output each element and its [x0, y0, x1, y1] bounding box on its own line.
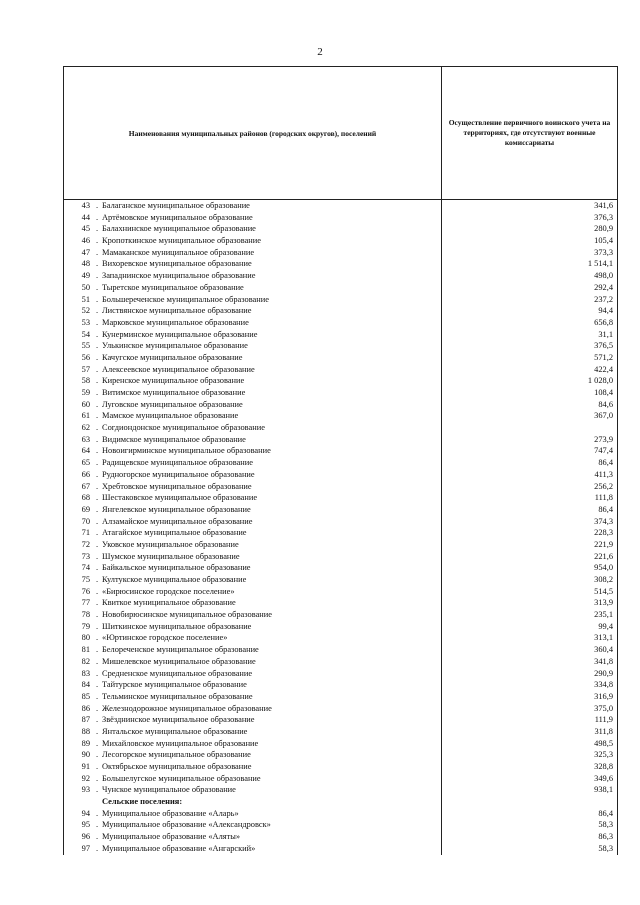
- row-value: 228,3: [594, 528, 613, 538]
- row-name: Улькинское муниципальное образование: [102, 340, 442, 352]
- row-number-dot: .: [95, 352, 99, 362]
- row-number: 55: [81, 341, 90, 351]
- row-value: 235,1: [594, 610, 613, 620]
- row-number: 52: [81, 306, 90, 316]
- row-name: Новобирюсинское муниципальное образование: [102, 609, 442, 621]
- row-value: 99,4: [598, 621, 613, 631]
- row-number-dot: .: [95, 247, 99, 257]
- table-row: [64, 329, 617, 341]
- row-name: Западнинское муниципальное образование: [102, 270, 442, 282]
- row-name: Рудногорское муниципальное образование: [102, 469, 442, 481]
- row-number: 61: [81, 411, 90, 421]
- row-number: 51: [81, 294, 90, 304]
- row-number: 57: [81, 364, 90, 374]
- table-row: [64, 843, 617, 855]
- table-row: [64, 808, 617, 820]
- row-number: 56: [81, 352, 90, 362]
- row-number-dot: .: [95, 259, 99, 269]
- row-number: 46: [81, 236, 90, 246]
- row-value: 498,5: [594, 738, 613, 748]
- row-value: 221,6: [594, 551, 613, 561]
- row-number-dot: .: [95, 516, 99, 526]
- table-row: [64, 597, 617, 609]
- row-number: 62: [81, 423, 90, 433]
- table-row: [64, 632, 617, 644]
- row-name: Янгелевское муниципальное образование: [102, 504, 442, 516]
- row-number-dot: .: [95, 773, 99, 783]
- row-number: 86: [81, 703, 90, 713]
- table-row: [64, 679, 617, 691]
- row-number: 96: [81, 832, 90, 842]
- row-name: Балахнинское муниципальное образование: [102, 223, 442, 235]
- row-value: 280,9: [594, 224, 613, 234]
- table-row: [64, 761, 617, 773]
- table-row: [64, 399, 617, 411]
- row-number-dot: .: [95, 703, 99, 713]
- row-number-dot: .: [95, 434, 99, 444]
- row-number-dot: .: [95, 224, 99, 234]
- row-value: 938,1: [594, 785, 613, 795]
- row-name: Муниципальное образование «Аларь»: [102, 808, 442, 820]
- row-name: Артёмовское муниципальное образование: [102, 212, 442, 224]
- column-header-name: Наименования муниципальных районов (городских округов), поселений: [64, 67, 442, 199]
- table-row: [64, 527, 617, 539]
- row-number-dot: .: [95, 785, 99, 795]
- row-value: 374,3: [594, 516, 613, 526]
- table-body: [64, 200, 617, 855]
- row-number: 65: [81, 458, 90, 468]
- row-number: 77: [81, 598, 90, 608]
- row-number: 54: [81, 329, 90, 339]
- row-name: Белореченское муниципальное образование: [102, 644, 442, 656]
- table-row: [64, 317, 617, 329]
- row-value: 308,2: [594, 575, 613, 584]
- row-value: 86,4: [598, 808, 613, 818]
- row-number: 45: [81, 224, 90, 234]
- row-name: Шестаковское муниципальное образование: [102, 492, 442, 504]
- table-row: [64, 235, 617, 247]
- row-name: Муниципальное образование «Аляты»: [102, 831, 442, 843]
- row-number: 43: [81, 201, 90, 210]
- row-name: Тельминское муниципальное образование: [102, 691, 442, 703]
- row-number-dot: .: [95, 212, 99, 222]
- row-name: Большелугское муниципальное образование: [102, 773, 442, 785]
- row-number: 71: [81, 528, 90, 538]
- row-value: 360,4: [594, 645, 613, 655]
- row-number: 74: [81, 563, 90, 573]
- row-number: 53: [81, 317, 90, 327]
- row-number-dot: .: [95, 563, 99, 573]
- row-number: 87: [81, 715, 90, 725]
- row-name: Кунерминское муниципальное образование: [102, 329, 442, 341]
- row-number-dot: .: [95, 575, 99, 584]
- row-number: 88: [81, 726, 90, 736]
- row-name: Муниципальное образование «Александровск»: [102, 819, 442, 831]
- row-value: 237,2: [594, 294, 613, 304]
- row-value: 108,4: [594, 388, 613, 397]
- row-value: 313,9: [594, 598, 613, 608]
- row-number-dot: .: [95, 364, 99, 374]
- row-number: 75: [81, 575, 90, 584]
- row-number-dot: .: [95, 504, 99, 514]
- table-row: [64, 200, 617, 212]
- page-number: 2: [317, 46, 323, 58]
- row-value: 273,9: [594, 434, 613, 444]
- row-value: 111,9: [594, 715, 613, 725]
- row-value: 105,4: [594, 236, 613, 246]
- row-value: 422,4: [594, 364, 613, 374]
- row-value: 325,3: [594, 750, 613, 760]
- table-row: [64, 282, 617, 294]
- row-number-dot: .: [95, 551, 99, 561]
- row-number-dot: .: [95, 423, 99, 433]
- row-name: Квиткое муниципальное образование: [102, 597, 442, 609]
- table-row: [64, 258, 617, 270]
- row-number-dot: .: [95, 388, 99, 397]
- row-number: 59: [81, 388, 90, 397]
- row-number: 49: [81, 271, 90, 281]
- row-value: 86,3: [598, 832, 613, 842]
- table-row: [64, 551, 617, 563]
- row-number-dot: .: [95, 411, 99, 421]
- row-name: Звёзднинское муниципальное образование: [102, 714, 442, 726]
- row-value: 316,9: [594, 691, 613, 701]
- table-row: [64, 539, 617, 551]
- row-name: Радищевское муниципальное образование: [102, 457, 442, 469]
- row-number: 47: [81, 247, 90, 257]
- row-name: Октябрьское муниципальное образование: [102, 761, 442, 773]
- row-value: 313,1: [594, 633, 613, 643]
- row-value: 571,2: [594, 352, 613, 362]
- table-row: [64, 621, 617, 633]
- row-number-dot: .: [95, 376, 99, 386]
- row-value: 111,8: [594, 493, 613, 503]
- row-number: 66: [81, 469, 90, 479]
- table-row: [64, 562, 617, 574]
- row-name: Атагайское муниципальное образование: [102, 527, 442, 539]
- allocation-table: [63, 66, 618, 855]
- row-name: Витимское муниципальное образование: [102, 387, 442, 399]
- row-number-dot: .: [95, 820, 99, 830]
- row-name: Луговское муниципальное образование: [102, 399, 442, 411]
- row-value: 31,1: [598, 329, 613, 339]
- row-value: 349,6: [594, 773, 613, 783]
- row-number: 81: [81, 645, 90, 655]
- column-header-value: Осуществление первичного воинского учета на территориях, где отсутствуют военные комиссариаты: [448, 118, 611, 147]
- row-number-dot: .: [95, 458, 99, 468]
- row-number-dot: .: [95, 656, 99, 666]
- row-name: Чунское муниципальное образование: [102, 784, 442, 796]
- row-name: Алексеевское муниципальное образование: [102, 364, 442, 376]
- row-number-dot: .: [95, 306, 99, 316]
- row-name: Мишелевское муниципальное образование: [102, 656, 442, 668]
- row-number: 44: [81, 212, 90, 222]
- row-number-dot: .: [95, 201, 99, 210]
- row-value: 86,4: [598, 504, 613, 514]
- row-value: 367,0: [594, 411, 613, 421]
- row-value: 373,3: [594, 247, 613, 257]
- row-name: Шумское муниципальное образование: [102, 551, 442, 563]
- row-name: Михайловское муниципальное образование: [102, 738, 442, 750]
- row-value: 341,6: [594, 201, 613, 210]
- row-name: Вихоревское муниципальное образование: [102, 258, 442, 270]
- table-row: [64, 387, 617, 399]
- row-number: 58: [81, 376, 90, 386]
- row-name: Мамское муниципальное образование: [102, 410, 442, 422]
- row-number: 85: [81, 691, 90, 701]
- table-row: [64, 749, 617, 761]
- row-number: 94: [81, 808, 90, 818]
- row-value: 94,4: [598, 306, 613, 316]
- row-name: Видимское муниципальное образование: [102, 434, 442, 446]
- table-row: [64, 340, 617, 352]
- row-number: 63: [81, 434, 90, 444]
- row-name: Тайтурское муниципальное образование: [102, 679, 442, 691]
- table-row: [64, 586, 617, 598]
- row-value: 498,0: [594, 271, 613, 281]
- row-name: Средненское муниципальное образование: [102, 668, 442, 680]
- row-name: Байкальское муниципальное образование: [102, 562, 442, 574]
- row-value: 954,0: [594, 563, 613, 573]
- row-name: Балаганское муниципальное образование: [102, 200, 442, 212]
- table-row: [64, 656, 617, 668]
- row-number-dot: .: [95, 399, 99, 409]
- row-value: 311,8: [594, 726, 613, 736]
- table-row: [64, 691, 617, 703]
- row-name: Мамаканское муниципальное образование: [102, 247, 442, 259]
- row-number: 90: [81, 750, 90, 760]
- row-name: Лесогорское муниципальное образование: [102, 749, 442, 761]
- row-number-dot: .: [95, 282, 99, 292]
- row-value: 656,8: [594, 317, 613, 327]
- row-number: 83: [81, 668, 90, 678]
- table-row: [64, 270, 617, 282]
- table-row: [64, 422, 617, 434]
- row-number-dot: .: [95, 645, 99, 655]
- row-value: 376,3: [594, 212, 613, 222]
- table-row: [64, 714, 617, 726]
- row-name: «Юртинское городское поселение»: [102, 632, 442, 644]
- row-number-dot: .: [95, 586, 99, 596]
- row-number: 89: [81, 738, 90, 748]
- row-value: 328,8: [594, 762, 613, 771]
- table-row: [64, 668, 617, 680]
- row-number: 95: [81, 820, 90, 830]
- row-number: 93: [81, 785, 90, 795]
- row-value: 514,5: [594, 586, 613, 596]
- row-value: 58,3: [598, 843, 613, 853]
- table-row: [64, 469, 617, 481]
- row-name: Большереченское муниципальное образование: [102, 294, 442, 306]
- row-number-dot: .: [95, 539, 99, 549]
- row-value: 84,6: [598, 399, 613, 409]
- row-value: [442, 796, 617, 808]
- row-name: Алзамайское муниципальное образование: [102, 516, 442, 528]
- row-number-dot: .: [95, 633, 99, 643]
- row-value: 375,0: [594, 703, 613, 713]
- row-name: Кропоткинское муниципальное образование: [102, 235, 442, 247]
- row-value: 292,4: [594, 282, 613, 292]
- row-number: 82: [81, 656, 90, 666]
- row-number-dot: .: [95, 715, 99, 725]
- row-value: [442, 422, 617, 434]
- table-header: [64, 67, 617, 200]
- table-row: [64, 445, 617, 457]
- row-value: 334,8: [594, 680, 613, 690]
- row-number: 72: [81, 539, 90, 549]
- row-number-dot: .: [95, 610, 99, 620]
- row-value: 411,3: [594, 469, 613, 479]
- row-number: 50: [81, 282, 90, 292]
- table-row: [64, 294, 617, 306]
- table-row: [64, 504, 617, 516]
- row-number: 69: [81, 504, 90, 514]
- row-number-dot: .: [95, 329, 99, 339]
- table-row: [64, 481, 617, 493]
- row-name: Листвянское муниципальное образование: [102, 305, 442, 317]
- row-name: Качугское муниципальное образование: [102, 352, 442, 364]
- row-number-dot: .: [95, 598, 99, 608]
- table-row: [64, 352, 617, 364]
- row-number-dot: .: [95, 843, 99, 853]
- row-number-dot: .: [95, 668, 99, 678]
- row-name: Янтальское муниципальное образование: [102, 726, 442, 738]
- table-row: [64, 773, 617, 785]
- row-number-dot: .: [95, 294, 99, 304]
- row-value: 1 028,0: [587, 376, 613, 386]
- row-number-dot: .: [95, 750, 99, 760]
- row-number: 92: [81, 773, 90, 783]
- row-name: Согдиондонское муниципальное образование: [102, 422, 442, 434]
- table-row: [64, 831, 617, 843]
- row-number-dot: .: [95, 738, 99, 748]
- row-name: Култукское муниципальное образование: [102, 574, 442, 586]
- table-row: [64, 574, 617, 586]
- row-name: Шиткинское муниципальное образование: [102, 621, 442, 633]
- table-row: [64, 410, 617, 422]
- section-title: Сельские поселения:: [102, 796, 442, 808]
- row-number-dot: .: [95, 341, 99, 351]
- row-number: 91: [81, 762, 90, 771]
- row-value: 290,9: [594, 668, 613, 678]
- row-number: 78: [81, 610, 90, 620]
- table-row: [64, 364, 617, 376]
- table-row: [64, 305, 617, 317]
- row-number-dot: .: [95, 528, 99, 538]
- table-row: [64, 457, 617, 469]
- table-row: [64, 726, 617, 738]
- table-row: [64, 223, 617, 235]
- row-value: 1 514,1: [587, 259, 613, 269]
- row-number: 68: [81, 493, 90, 503]
- table-row: [64, 212, 617, 224]
- row-number: 64: [81, 446, 90, 456]
- row-number: 79: [81, 621, 90, 631]
- row-number: 73: [81, 551, 90, 561]
- row-number-dot: .: [95, 317, 99, 327]
- row-name: «Бирюсинское городское поселение»: [102, 586, 442, 598]
- row-number-dot: .: [95, 493, 99, 503]
- table-row: [64, 819, 617, 831]
- row-number-dot: .: [95, 808, 99, 818]
- row-value: 86,4: [598, 458, 613, 468]
- table-row: [64, 644, 617, 656]
- row-value: 221,9: [594, 539, 613, 549]
- row-number: 60: [81, 399, 90, 409]
- row-number-dot: .: [95, 621, 99, 631]
- row-number: 67: [81, 481, 90, 491]
- table-row: [64, 516, 617, 528]
- row-name: Хребтовское муниципальное образование: [102, 481, 442, 493]
- row-number-dot: .: [95, 691, 99, 701]
- row-name: Железнодорожное муниципальное образование: [102, 703, 442, 715]
- row-number-dot: .: [95, 236, 99, 246]
- row-number: 70: [81, 516, 90, 526]
- row-name: Киренское муниципальное образование: [102, 375, 442, 387]
- row-number-dot: .: [95, 762, 99, 771]
- row-number: 76: [81, 586, 90, 596]
- row-number-dot: .: [95, 469, 99, 479]
- row-number: 84: [81, 680, 90, 690]
- row-value: 747,4: [594, 446, 613, 456]
- table-row: [64, 492, 617, 504]
- row-number-dot: .: [95, 446, 99, 456]
- section-header-row: [64, 796, 617, 808]
- row-number: 97: [81, 843, 90, 853]
- table-row: [64, 738, 617, 750]
- row-name: Муниципальное образование «Ангарский»: [102, 843, 442, 855]
- row-number-dot: .: [95, 832, 99, 842]
- table-row: [64, 375, 617, 387]
- row-value: 376,5: [594, 341, 613, 351]
- row-number-dot: .: [95, 481, 99, 491]
- row-value: 256,2: [594, 481, 613, 491]
- row-number-dot: .: [95, 680, 99, 690]
- table-row: [64, 609, 617, 621]
- table-row: [64, 434, 617, 446]
- table-row: [64, 247, 617, 259]
- row-number: 80: [81, 633, 90, 643]
- row-number: 48: [81, 259, 90, 269]
- row-number-dot: .: [95, 726, 99, 736]
- row-name: Тыретское муниципальное образование: [102, 282, 442, 294]
- row-number-dot: .: [95, 271, 99, 281]
- table-row: [64, 784, 617, 796]
- row-value: 58,3: [598, 820, 613, 830]
- table-row: [64, 703, 617, 715]
- row-value: 341,8: [594, 656, 613, 666]
- row-name: Уковское муниципальное образование: [102, 539, 442, 551]
- row-name: Марковское муниципальное образование: [102, 317, 442, 329]
- row-name: Новоигирминское муниципальное образование: [102, 445, 442, 457]
